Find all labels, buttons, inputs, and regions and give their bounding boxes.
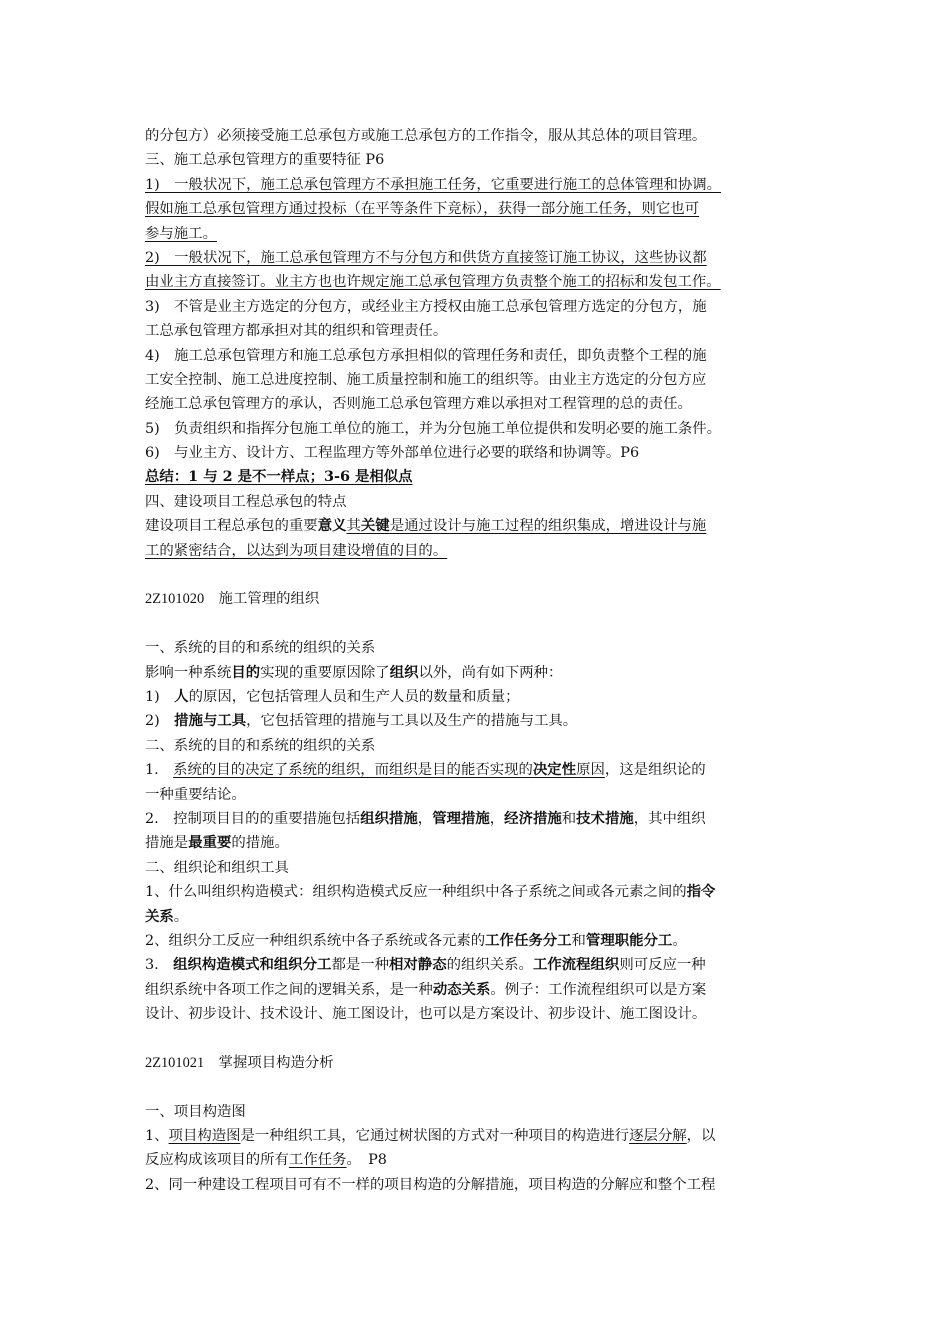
paragraph-line: 一种重要结论。	[145, 786, 246, 803]
text-run: 影响一种系统	[145, 664, 232, 681]
text-run: 其	[346, 518, 361, 535]
paragraph-line	[145, 978, 813, 1002]
text-run: 2. 控制项目目的的重要措施包括	[145, 810, 361, 827]
text-run: ，	[417, 810, 433, 827]
text-run: ，	[489, 810, 505, 827]
paragraph-line	[145, 1148, 813, 1172]
text-run: 是一种组织工具，它通过树状图的方式对一种项目的构造进行	[240, 1128, 630, 1145]
paragraph-line	[145, 709, 813, 733]
text-run: 建设项目工程总承包的重要	[145, 518, 318, 535]
blank-line	[145, 1075, 813, 1099]
text-run: 1、什么叫组织构造模式：组织构造模式反应一种组织中各子系统之间或各元素之间的	[145, 884, 687, 901]
emphasis-text: 工作任务分工	[485, 931, 572, 949]
text-run: 1)	[145, 688, 175, 705]
text-run: 实现的重要原因除了	[260, 664, 390, 681]
paragraph-line: 假如施工总承包管理方通过投标（在平等条件下竞标），获得一部分施工任务，则它也可	[145, 201, 700, 218]
section-heading: 二、系统的目的和系统的组织的关系	[145, 737, 376, 754]
text-run: 原因	[576, 762, 605, 779]
text-run: 3.	[145, 957, 174, 974]
text-run: ，这是组织论的	[604, 762, 706, 779]
paragraph-line	[145, 880, 813, 904]
paragraph-line: 经施工总承包管理方的承认，否则施工总承包管理方难以承担对工程管理的总的责任。	[145, 396, 692, 413]
section-heading: 一、系统的目的和系统的组织的关系	[145, 640, 376, 657]
text-run: 2)	[145, 713, 175, 730]
paragraph-line: 参与施工。	[145, 225, 217, 242]
text-run: 反应构成该项目的所有	[145, 1152, 289, 1169]
paragraph-line: 的分包方）必须接受施工总承包方或施工总承包方的工作指令，服从其总体的项目管理。	[145, 128, 707, 144]
emphasis-text: 关系	[145, 907, 174, 925]
text-run: 。	[173, 908, 189, 925]
emphasis-text: 组织	[389, 663, 419, 681]
text-run: 2、组织分工反应一种组织系统中各子系统或各元素的	[145, 932, 486, 949]
blank-line	[145, 1026, 813, 1050]
summary-line: 总结：1 与 2 是不一样点；3-6 是相似点	[145, 468, 413, 486]
emphasis-text: 决定性	[532, 761, 577, 779]
emphasis-text: 措施与工具	[174, 712, 247, 730]
section-heading: 三、施工总承包管理方的重要特征 P6	[145, 152, 385, 169]
text-run: 以外，尚有如下两种：	[418, 664, 563, 681]
emphasis-text: 意义	[317, 517, 347, 535]
text-run: 的组织关系。	[446, 957, 533, 974]
chapter-heading: 2Z101021 掌握项目构造分析	[145, 1054, 334, 1071]
emphasis-text: 管理职能分工	[585, 931, 673, 949]
emphasis-text: 关键	[360, 517, 390, 535]
chapter-heading: 2Z101020 施工管理的组织	[145, 591, 320, 608]
term-text: 工作任务	[288, 1152, 347, 1169]
paragraph-line: 设计、初步设计、技术设计、施工图设计，也可以是方案设计、初步设计、施工图设计。	[145, 1006, 707, 1023]
text-run: 都是一种	[331, 957, 390, 974]
text-run: 和	[571, 932, 586, 949]
paragraph-line: 5) 负责组织和指挥分包施工单位的施工，并为分包施工单位提供和发明必要的施工条件。	[145, 420, 722, 437]
paragraph-line	[145, 514, 813, 538]
paragraph-line	[145, 685, 813, 709]
paragraph-line: 工总承包管理方都承担对其的组织和管理责任。	[145, 323, 448, 340]
text-run: ，以	[686, 1128, 716, 1145]
paragraph-line	[145, 1124, 813, 1148]
paragraph-line: 2) 一般状况下，施工总承包管理方不与分包方和供货方直接签订施工协议，这些协议都	[145, 249, 707, 266]
emphasis-text: 组织措施	[360, 809, 418, 827]
text-run: 。	[672, 932, 687, 949]
paragraph-line: 6) 与业主方、设计方、工程监理方等外部单位进行必要的联络和协调等。P6	[145, 445, 640, 462]
text-run: ，它包括管理的措施与工具以及生产的措施与工具。	[246, 713, 578, 730]
paragraph-line	[145, 661, 813, 685]
text-run: 和	[561, 810, 577, 827]
paragraph-line	[145, 905, 813, 929]
section-heading: 一、项目构造图	[145, 1103, 246, 1120]
section-heading: 二、组织论和组织工具	[145, 859, 289, 876]
text-run: 措施是	[145, 835, 189, 852]
emphasis-text: 目的	[231, 663, 261, 681]
emphasis-text: 技术措施	[576, 809, 634, 827]
paragraph-line: 3) 不管是业主方选定的分包方，或经业主方授权由施工总承包管理方选定的分包方，施	[145, 298, 707, 315]
text-run: 1、	[145, 1128, 169, 1145]
text-run: 。 P8	[346, 1152, 387, 1169]
text-run: 1.	[145, 762, 174, 779]
paragraph-line: 工的紧密结合，以达到为项目建设增值的目的。	[145, 542, 448, 559]
text-run: 是通过设计与施工过程的组织集成，增进设计与施	[389, 518, 707, 535]
text-run: 的原因，它包括管理人员和生产人员的数量和质量；	[188, 688, 520, 705]
emphasis-text: 组织构造模式和组织分工	[173, 956, 332, 974]
blank-line	[145, 563, 813, 587]
text-run: 。例子：工作流程组织可以是方案	[490, 981, 707, 998]
emphasis-text: 相对静态	[389, 956, 447, 974]
emphasis-text: 动态关系	[432, 980, 491, 998]
section-heading: 四、建设项目工程总承包的特点	[145, 493, 347, 510]
paragraph-line: 工安全控制、施工总进度控制、施工质量控制和施工的组织等。由业主方选定的分包方应	[145, 371, 707, 388]
term-text: 项目构造图	[168, 1128, 241, 1145]
document-body	[145, 124, 813, 1197]
paragraph-line	[145, 953, 813, 977]
emphasis-text: 指令	[686, 883, 716, 901]
term-text: 逐层分解	[629, 1128, 687, 1145]
paragraph-line: 1) 一般状况下，施工总承包管理方不承担施工任务，它重要进行施工的总体管理和协调。	[145, 176, 722, 193]
text-run: 系统的目的决定了系统的组织，而组织是目的能否实现的	[173, 762, 533, 779]
paragraph-line: 2、同一种建设工程项目可有不一样的项目构造的分解措施，项目构造的分解应和整个工程	[145, 1176, 716, 1193]
emphasis-text: 管理措施	[432, 809, 490, 827]
emphasis-text: 经济措施	[504, 809, 562, 827]
paragraph-line	[145, 807, 813, 831]
paragraph-line	[145, 929, 813, 953]
paragraph-line	[145, 758, 813, 782]
text-run: 的措施。	[231, 835, 289, 852]
paragraph-line	[145, 831, 813, 855]
blank-line	[145, 612, 813, 636]
text-run: ，其中组织	[633, 810, 706, 827]
paragraph-line: 4) 施工总承包管理方和施工总承包方承担相似的管理任务和责任，即负责整个工程的施	[145, 347, 707, 364]
emphasis-text: 工作流程组织	[532, 956, 620, 974]
emphasis-text: 人	[174, 687, 189, 705]
paragraph-line: 由业主方直接签订。业主方也也许规定施工总承包管理方负责整个施工的招标和发包工作。	[145, 274, 721, 291]
text-run: 则可反应一种	[619, 957, 706, 974]
text-run: 组织系统中各项工作之间的逻辑关系，是一种	[145, 981, 433, 998]
emphasis-text: 最重要	[188, 834, 232, 852]
